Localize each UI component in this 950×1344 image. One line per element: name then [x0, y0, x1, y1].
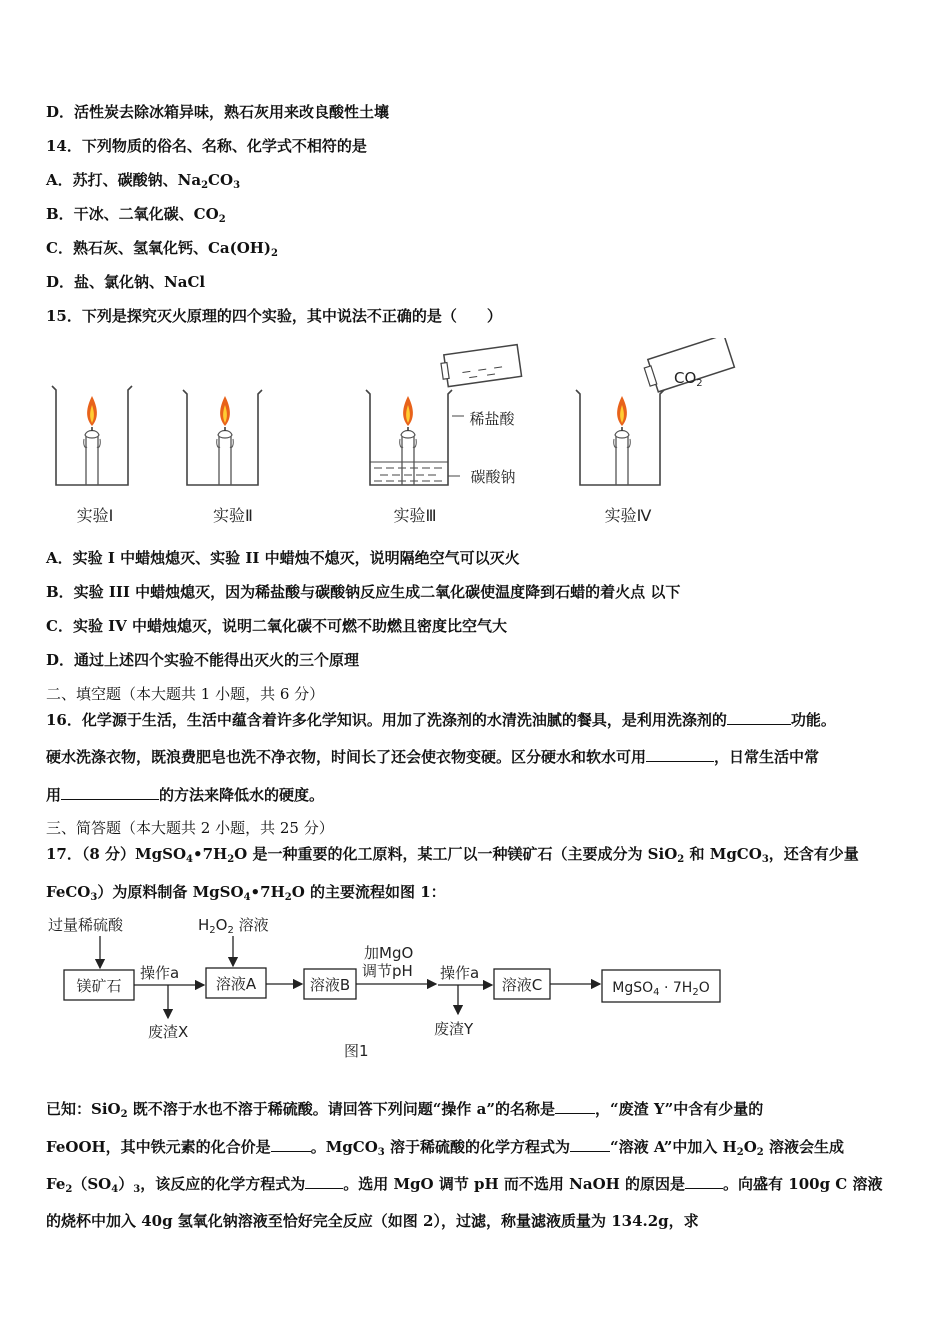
- q17-para-2: FeOOH，其中铁元素的化合价是 。MgCO$_3$ 溶于稀硫酸的化学方程式为 “溶液 A”中加入 $H_2O_2$ 溶液会生成: [46, 1138, 844, 1158]
- experiment-1-label: 实验Ⅰ: [76, 506, 114, 525]
- q17-flowchart: [40, 906, 760, 1071]
- q16-line-1: 16．化学源于生活，生活中蕴含着许多化学知识。用加了洗涤剂的水清洗油腻的餐具，是利用洗涤剂的 功能。: [46, 711, 836, 729]
- blank[interactable]: [727, 710, 791, 725]
- flow-op1: 操作a: [140, 964, 180, 982]
- q14-option-d: D．盐、氯化钠、NaCl: [46, 273, 206, 291]
- section-2-heading: 二、填空题（本大题共 1 小题，共 6 分）: [46, 685, 325, 703]
- q15-option-a: A．实验 I 中蜡烛熄灭、实验 II 中蜡烛不熄灭，说明隔绝空气可以灭火: [46, 549, 520, 567]
- blank[interactable]: [555, 1099, 595, 1114]
- blank[interactable]: [61, 785, 159, 800]
- flow-mgo-1: 加MgO: [364, 944, 414, 962]
- blank[interactable]: [305, 1174, 343, 1189]
- experiment-2-beaker: [183, 390, 262, 485]
- flow-product: MgSO$_4$ · $7H_2O$: [612, 980, 710, 998]
- q13-option-d: D．活性炭去除冰箱异味，熟石灰用来改良酸性土壤: [46, 103, 390, 121]
- experiment-2-label: 实验Ⅱ: [213, 506, 253, 525]
- flow-h2o2-label: $H_2O_2$ 溶液: [198, 916, 269, 936]
- q17-para-3: $Fe_2(SO_4)_3$，该反应的化学方程式为 。选用 MgO 调节 pH 而不选用 NaOH 的原因是 。向盛有 100g C 溶液: [46, 1175, 883, 1195]
- experiment-4-label: 实验Ⅳ: [604, 506, 652, 525]
- q14-stem: 14．下列物质的俗名、名称、化学式不相符的是: [46, 137, 367, 155]
- flow-solution-a: 溶液A: [215, 975, 257, 993]
- q14-option-b: B．干冰、二氧化碳、$CO_2$: [46, 205, 226, 225]
- q14-option-a: A．苏打、碳酸钠、$Na_2CO_3$: [46, 171, 241, 191]
- q15-stem: 15．下列是探究灭火原理的四个实验，其中说法不正确的是（ ）: [46, 307, 502, 325]
- blank[interactable]: [570, 1137, 610, 1152]
- experiment-4-beaker: [576, 338, 734, 485]
- q15-option-c: C．实验 IV 中蜡烛熄灭，说明二氧化碳不可燃不助燃且密度比空气大: [46, 617, 508, 635]
- blank[interactable]: [685, 1174, 723, 1189]
- q17-para-4: 的烧杯中加入 40g 氢氧化钠溶液至恰好完全反应（如图 2），过滤，称量滤液质量为 134.2g，求: [46, 1212, 699, 1230]
- section-3-heading: 三、简答题（本大题共 2 小题，共 25 分）: [46, 819, 334, 837]
- blank[interactable]: [646, 747, 714, 762]
- q17-line-1: 17．（8 分）$MgSO_4•7H_2O$ 是一种重要的化工原料，某工厂以一种镁矿石（主要成分为 SiO$_2$ 和 MgCO$_3$，还含有少量: [46, 845, 859, 865]
- blank[interactable]: [271, 1137, 311, 1152]
- acid-label: 稀盐酸: [469, 410, 515, 428]
- q17-line-2: FeCO$_3$）为原料制备 $MgSO_4•7H_2O$ 的主要流程如图 1：: [46, 883, 446, 903]
- experiment-1-beaker: [52, 386, 132, 485]
- flow-waste-x: 废渣X: [148, 1023, 189, 1041]
- q14-option-c: C．熟石灰、氢氧化钙、$Ca(OH)_2$: [46, 239, 278, 259]
- flow-mgo-2: 调节pH: [362, 962, 413, 980]
- q16-line-2: 硬水洗涤衣物，既浪费肥皂也洗不净衣物，时间长了还会使衣物变硬。区分硬水和软水可用 ，日常生活中常: [46, 748, 820, 766]
- q15-experiment-figure: [40, 338, 740, 533]
- co2-label: $CO_2$: [674, 369, 703, 389]
- flow-op2: 操作a: [440, 964, 480, 982]
- q16-line-3: 用 的方法来降低水的硬度。: [46, 786, 325, 804]
- flow-ore: 镁矿石: [76, 977, 122, 995]
- q15-option-d: D．通过上述四个实验不能得出灭火的三个原理: [46, 651, 360, 669]
- carbonate-label: 碳酸钠: [470, 468, 516, 486]
- q15-option-b: B．实验 III 中蜡烛熄灭，因为稀盐酸与碳酸钠反应生成二氧化碳使温度降到石蜡的着火点 以下: [46, 583, 681, 601]
- flow-acid-label: 过量稀硫酸: [48, 916, 124, 934]
- flow-solution-b: 溶液B: [309, 976, 351, 994]
- flow-waste-y: 废渣Y: [434, 1020, 474, 1038]
- flow-caption: 图1: [344, 1042, 369, 1060]
- q17-para-1: 已知：SiO$_2$ 既不溶于水也不溶于稀硫酸。请回答下列问题“操作 a”的名称是 ，“废渣 Y”中含有少量的: [46, 1100, 764, 1120]
- experiment-3-label: 实验Ⅲ: [393, 506, 437, 525]
- flow-solution-c: 溶液C: [501, 976, 543, 994]
